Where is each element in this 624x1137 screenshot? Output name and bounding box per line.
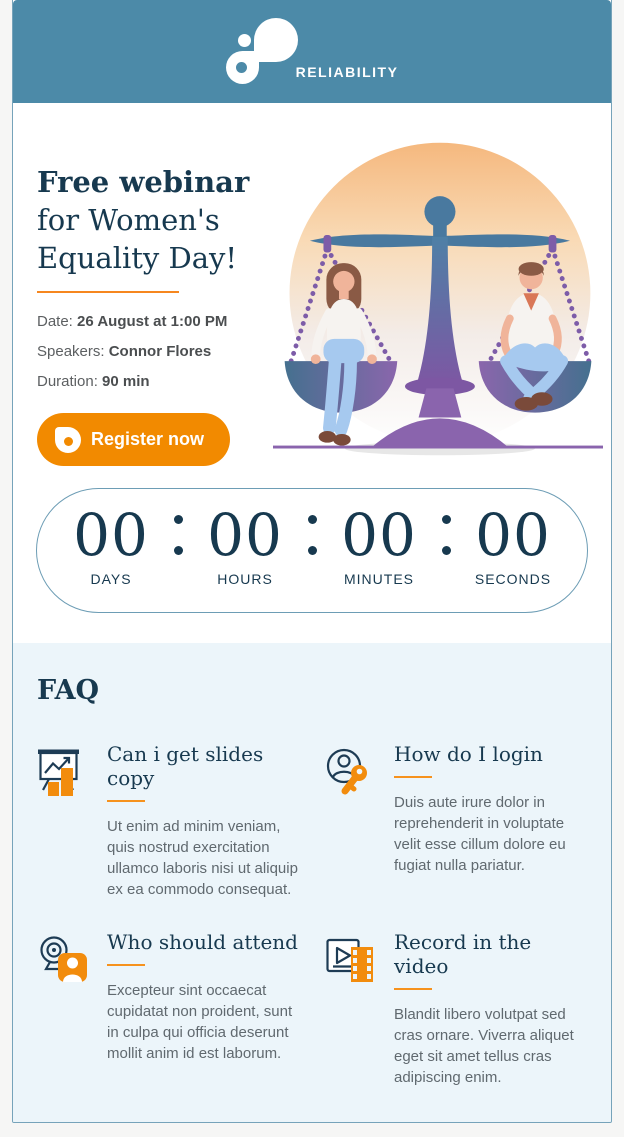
countdown-section (13, 466, 611, 643)
hero-section (13, 103, 611, 466)
countdown-minutes: 00 MINUTES (341, 501, 417, 587)
faq-item-login: How do I login Duis aute irure dolor in reprehenderit in voluptate velit esse cillum dolore eu fugiat nulla pariatur. (324, 742, 587, 900)
user-key-icon (324, 742, 378, 900)
detail-duration: Duration: 90 min (37, 373, 150, 390)
drop-logo-icon (226, 18, 292, 86)
countdown-timer (36, 488, 588, 613)
colon-separator (169, 505, 187, 565)
faq-underline (394, 988, 432, 990)
title-line-3: Equality Day! (37, 241, 238, 275)
faq-underline (394, 776, 432, 778)
detail-speakers: Speakers: Connor Flores (37, 343, 212, 360)
webcam-user-icon (37, 930, 91, 1088)
faq-heading: FAQ (37, 675, 100, 706)
brand-logo-text: RELIABILITY (295, 63, 399, 80)
register-now-button[interactable] (37, 413, 230, 466)
title-underline (37, 291, 179, 293)
page-title (37, 163, 273, 277)
colon-separator (303, 505, 321, 565)
header (13, 0, 611, 103)
drop-icon (55, 427, 81, 453)
brand-logo[interactable] (226, 18, 399, 86)
video-record-icon (324, 930, 378, 1088)
colon-separator (437, 505, 455, 565)
faq-underline (107, 800, 145, 802)
faq-section (13, 643, 611, 1122)
faq-item-slides: Can i get slides copy Ut enim ad minim veniam, quis nostrud exercitation ullamco laboris nisi ut aliquip ex ea commodo consequat. (37, 742, 300, 900)
title-line-1: Free webinar (37, 165, 250, 199)
title-line-2: for Women's (37, 203, 220, 237)
equality-scale-illustration (273, 139, 603, 466)
email-body (12, 0, 612, 1123)
countdown-hours: 00 HOURS (207, 501, 283, 587)
register-now-label: Register now (91, 429, 205, 449)
faq-underline (107, 964, 145, 966)
faq-item-record: Record in the video Blandit libero volutpat sed cras ornare. Viverra aliquet eget sit amet tellus cras adipiscing enim. (324, 930, 587, 1088)
faq-item-attend: Who should attend Excepteur sint occaecat cupidatat non proident, sunt in culpa qui officia deserunt mollit anim id est laborum. (37, 930, 300, 1088)
balance-scale-graphic (273, 139, 603, 461)
countdown-days: 00 DAYS (73, 501, 149, 587)
presentation-chart-icon (37, 742, 91, 900)
detail-date: Date: 26 August at 1:00 PM (37, 313, 228, 330)
countdown-seconds: 00 SECONDS (474, 501, 552, 587)
